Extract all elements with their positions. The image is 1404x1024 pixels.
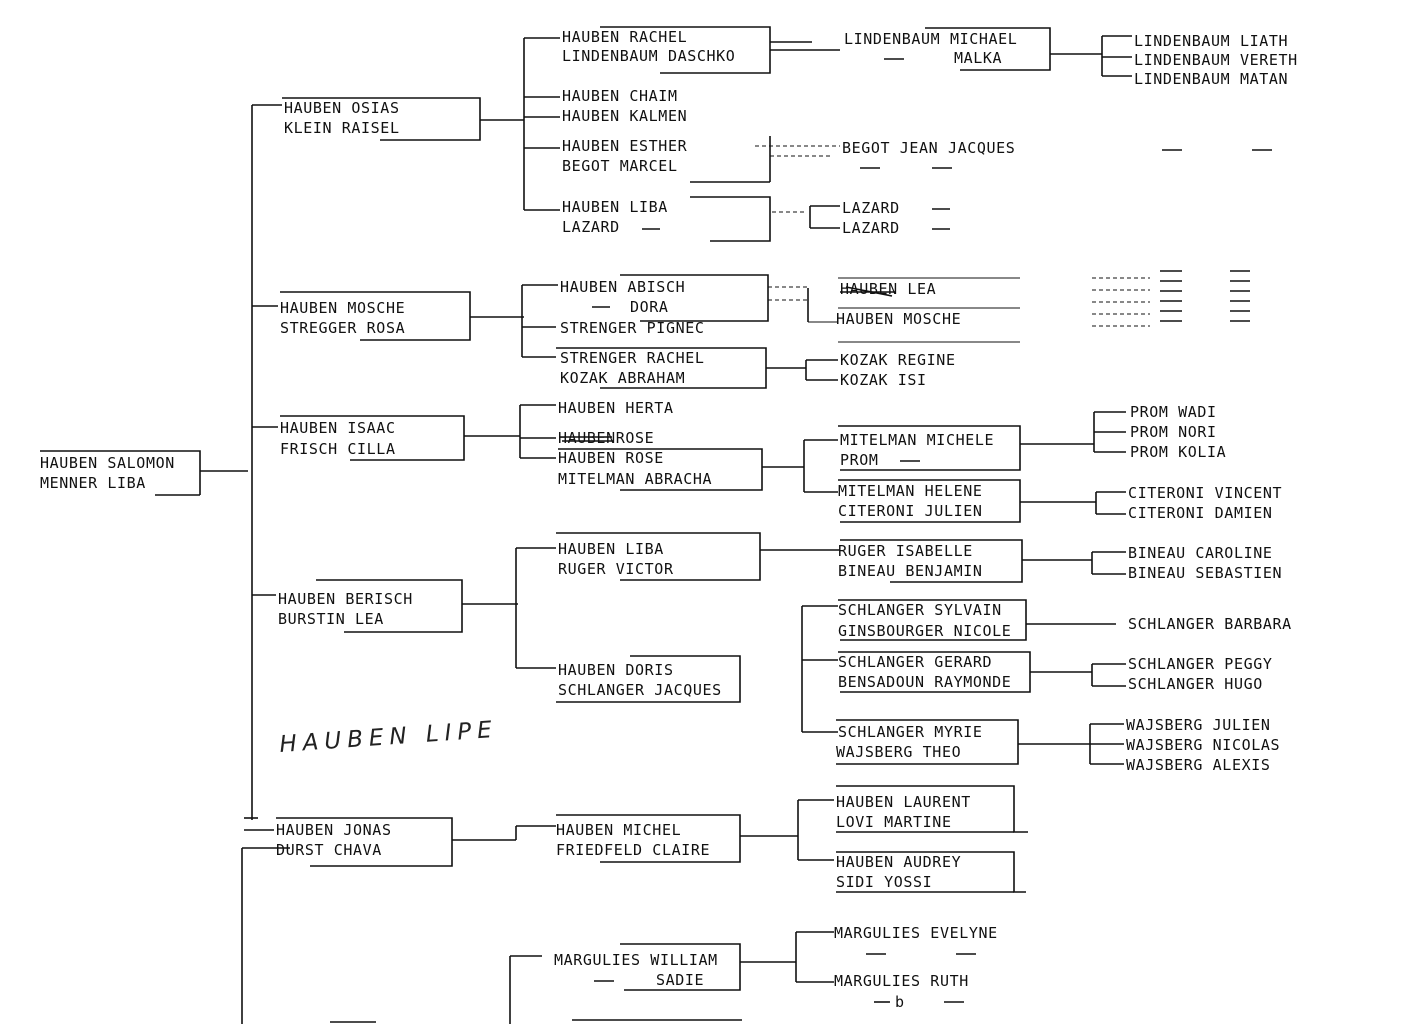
person-name: PROM KOLIA	[1130, 443, 1227, 461]
person-name: CITERONI JULIEN	[838, 502, 983, 520]
person-name: MARGULIES EVELYNE	[834, 924, 998, 942]
person-name: LINDENBAUM LIATH	[1134, 32, 1289, 50]
person-name: WAJSBERG JULIEN	[1126, 716, 1271, 734]
person-name: HAUBEN LIBA	[562, 198, 668, 216]
person-name: STRENGER RACHEL	[560, 349, 705, 367]
person-name: HAUBEN RACHEL	[562, 28, 688, 46]
person-name: WAJSBERG NICOLAS	[1126, 736, 1281, 754]
person-name: MITELMAN HELENE	[838, 482, 983, 500]
person-name: PROM	[840, 451, 879, 469]
person-name: BINEAU SEBASTIEN	[1128, 564, 1283, 582]
person-name: LAZARD	[842, 219, 900, 237]
person-name: SCHLANGER BARBARA	[1128, 615, 1292, 633]
person-name: BURSTIN LEA	[278, 610, 384, 628]
person-name: LINDENBAUM MICHAEL	[844, 30, 1018, 48]
person-name: SIDI YOSSI	[836, 873, 933, 891]
person-name: RUGER VICTOR	[558, 560, 674, 578]
person-name: WAJSBERG THEO	[836, 743, 962, 761]
person-name: BINEAU BENJAMIN	[838, 562, 983, 580]
person-name: MALKA	[954, 49, 1003, 67]
person-name: SCHLANGER PEGGY	[1128, 655, 1273, 673]
person-name: HAUBEN MOSCHE	[836, 310, 962, 328]
person-name: STRENGER PIGNEC	[560, 319, 705, 337]
person-name: WAJSBERG ALEXIS	[1126, 756, 1271, 774]
person-name: BEGOT MARCEL	[562, 157, 678, 175]
person-name: BEGOT JEAN JACQUES	[842, 139, 1016, 157]
handwritten-name: HAUBEN LIPE	[278, 716, 499, 758]
person-name: RUGER ISABELLE	[838, 542, 973, 560]
person-name: DURST CHAVA	[276, 841, 382, 859]
person-name: STREGGER ROSA	[280, 319, 406, 337]
person-name: MENNER LIBA	[40, 474, 146, 492]
person-name: LAZARD	[562, 218, 620, 236]
person-name: HAUBEN KALMEN	[562, 107, 688, 125]
person-name: FRISCH CILLA	[280, 440, 396, 458]
person-name: HAUBEN DORIS	[558, 661, 674, 679]
name-labels	[40, 28, 1298, 1011]
person-name: LOVI MARTINE	[836, 813, 952, 831]
person-name: SCHLANGER MYRIE	[838, 723, 983, 741]
person-name: LINDENBAUM VERETH	[1134, 51, 1298, 69]
person-name: CITERONI DAMIEN	[1128, 504, 1273, 522]
person-name: HAUBEN JONAS	[276, 821, 392, 839]
person-name: SADIE	[656, 971, 705, 989]
annotation-mark: b	[895, 993, 905, 1011]
person-name: KOZAK ABRAHAM	[560, 369, 686, 387]
person-name: DORA	[630, 298, 669, 316]
person-name: SCHLANGER GERARD	[838, 653, 993, 671]
person-name: MARGULIES RUTH	[834, 972, 969, 990]
tree-connectors	[40, 27, 1132, 1024]
person-name: HAUBEN AUDREY	[836, 853, 962, 871]
person-name: FRIEDFELD CLAIRE	[556, 841, 711, 859]
person-name: SCHLANGER JACQUES	[558, 681, 722, 699]
person-name: CITERONI VINCENT	[1128, 484, 1283, 502]
person-name: HAUBEN LIBA	[558, 540, 664, 558]
person-name: LINDENBAUM MATAN	[1134, 70, 1289, 88]
person-name: KOZAK ISI	[840, 371, 927, 389]
person-name: PROM NORI	[1130, 423, 1217, 441]
person-name: HAUBEN HERTA	[558, 399, 674, 417]
person-name: HAUBEN BERISCH	[278, 590, 413, 608]
person-name: GINSBOURGER NICOLE	[838, 622, 1012, 640]
person-name: LAZARD	[842, 199, 900, 217]
person-name: MITELMAN ABRACHA	[558, 470, 713, 488]
person-name: HAUBEN ISAAC	[280, 419, 396, 437]
person-name: HAUBEN OSIAS	[284, 99, 400, 117]
person-name: HAUBEN ABISCH	[560, 278, 686, 296]
person-name: SCHLANGER SYLVAIN	[838, 601, 1002, 619]
person-name: KLEIN RAISEL	[284, 119, 400, 137]
person-name: HAUBEN CHAIM	[562, 87, 678, 105]
person-name: SCHLANGER HUGO	[1128, 675, 1263, 693]
person-name: HAUBEN SALOMON	[40, 454, 175, 472]
person-name: HAUBENROSE	[558, 429, 655, 447]
person-name: HAUBEN ROSE	[558, 449, 664, 467]
person-name: HAUBEN MICHEL	[556, 821, 682, 839]
person-name: PROM WADI	[1130, 403, 1217, 421]
person-name: HAUBEN ESTHER	[562, 137, 688, 155]
person-name: BENSADOUN RAYMONDE	[838, 673, 1012, 691]
person-name: HAUBEN LEA	[840, 280, 937, 298]
person-name: KOZAK REGINE	[840, 351, 956, 369]
person-name: MARGULIES WILLIAM	[554, 951, 718, 969]
person-name: HAUBEN MOSCHE	[280, 299, 406, 317]
person-name: MITELMAN MICHELE	[840, 431, 995, 449]
person-name: HAUBEN LAURENT	[836, 793, 971, 811]
person-name: LINDENBAUM DASCHKO	[562, 47, 736, 65]
person-name: BINEAU CAROLINE	[1128, 544, 1273, 562]
